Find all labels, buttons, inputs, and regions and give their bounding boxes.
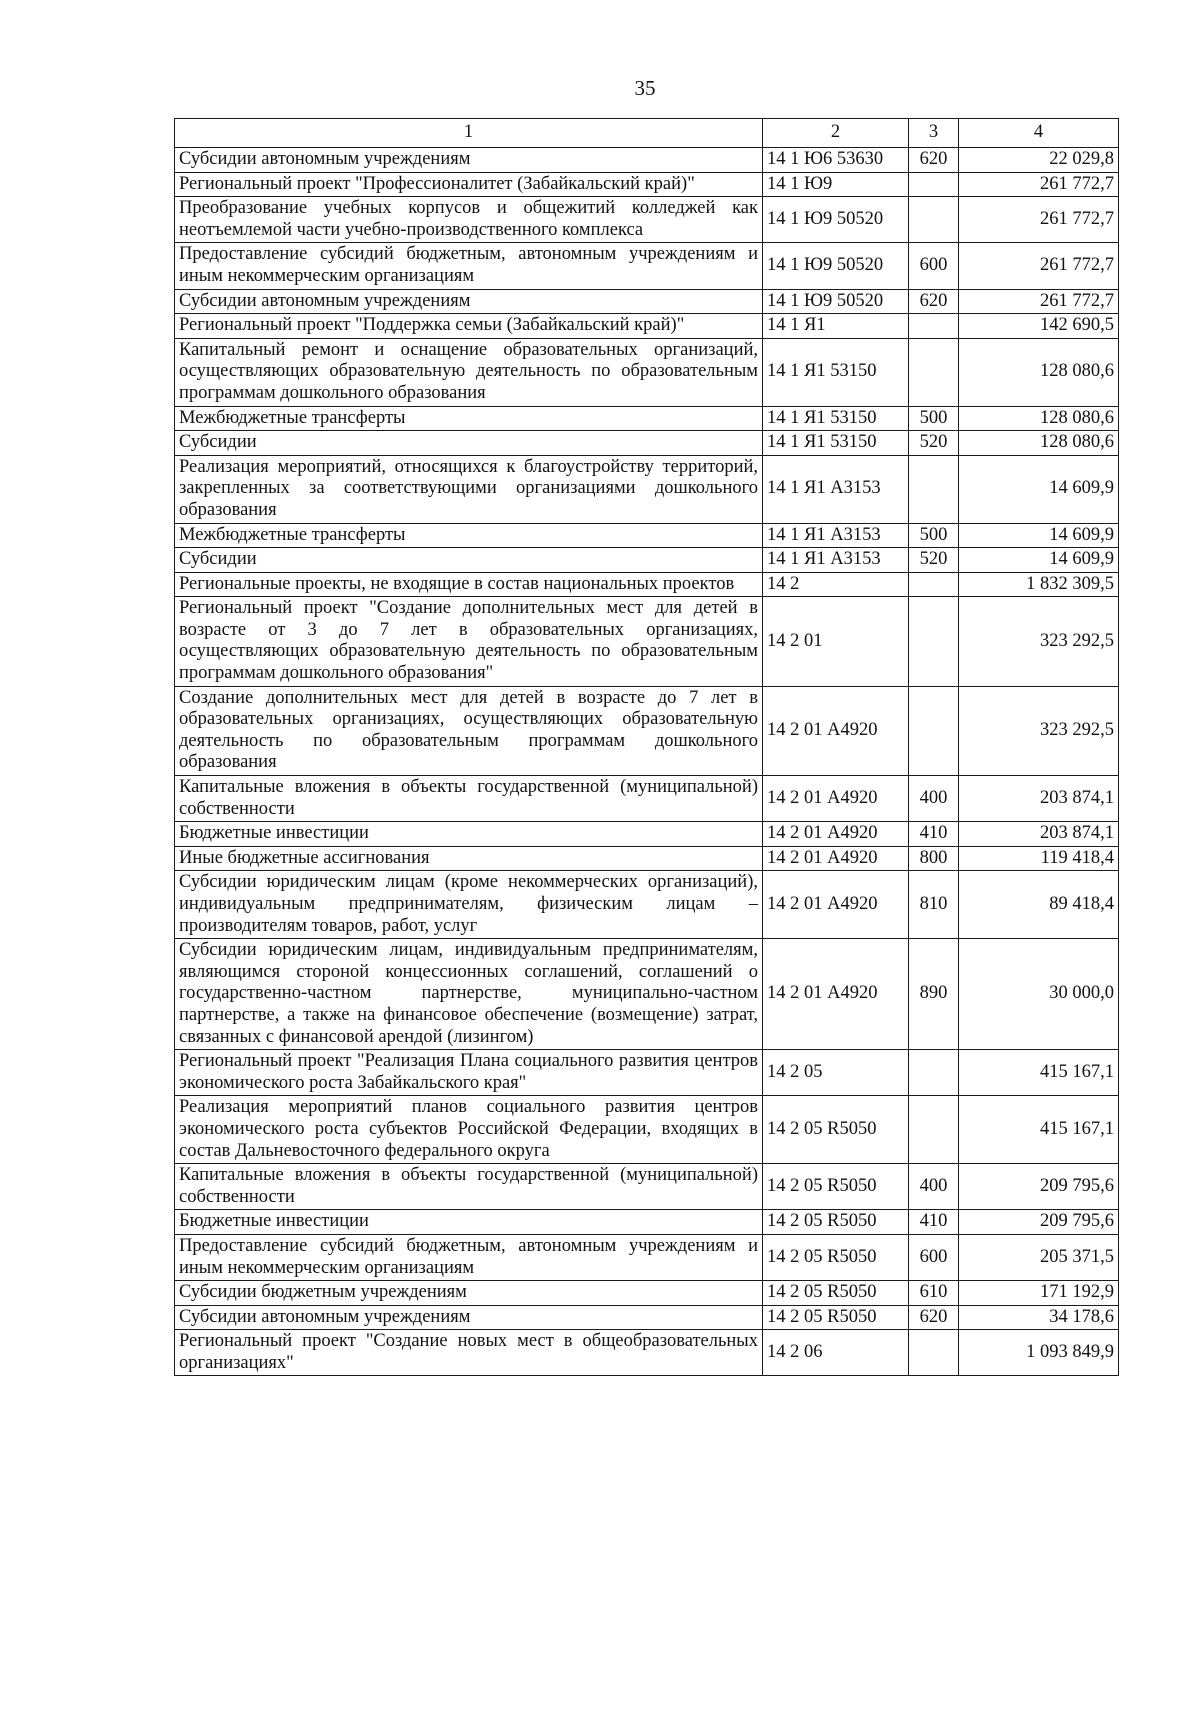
row-name-cell: Региональные проекты, не входящие в состав национальных проектов: [175, 572, 763, 597]
row-type-cell: [909, 172, 959, 197]
row-amount-cell: 415 167,1: [959, 1050, 1119, 1096]
table-row: [175, 871, 1119, 939]
row-amount-cell: 209 795,6: [959, 1210, 1119, 1235]
row-code-cell: 14 2 05 R5050: [763, 1281, 909, 1306]
table-row: [175, 939, 1119, 1050]
row-code-cell: 14 2 01 А4920: [763, 871, 909, 939]
row-name-cell: Региональный проект "Реализация Плана социального развития центров экономического роста Забайкальского края": [175, 1050, 763, 1096]
row-type-cell: 810: [909, 871, 959, 939]
row-code-cell: 14 1 Ю6 53630: [763, 148, 909, 173]
row-name-cell: Преобразование учебных корпусов и общежитий колледжей как неотъемлемой части учебно-производственного комплекса: [175, 197, 763, 243]
table-body: [175, 148, 1119, 1376]
row-code-cell: 14 2 01 А4920: [763, 822, 909, 847]
row-amount-cell: 89 418,4: [959, 871, 1119, 939]
row-type-cell: 800: [909, 846, 959, 871]
row-code-cell: 14 1 Ю9 50520: [763, 289, 909, 314]
row-name-cell: Капитальные вложения в объекты государственной (муниципальной) собственности: [175, 1164, 763, 1210]
row-type-cell: 620: [909, 148, 959, 173]
row-amount-cell: 119 418,4: [959, 846, 1119, 871]
row-type-cell: 620: [909, 1305, 959, 1330]
row-code-cell: 14 2 05 R5050: [763, 1096, 909, 1164]
row-name-cell: Реализация мероприятий планов социального развития центров экономического роста субъектов Российской Федерации, входящих в состав Дальневосточного федерального округа: [175, 1096, 763, 1164]
row-code-cell: 14 2 01 А4920: [763, 686, 909, 775]
row-type-cell: 600: [909, 1234, 959, 1280]
row-code-cell: 14 2 01 А4920: [763, 939, 909, 1050]
budget-table: [174, 118, 1119, 1376]
table-row: [175, 431, 1119, 456]
row-type-cell: [909, 686, 959, 775]
row-type-cell: [909, 1050, 959, 1096]
table-row: [175, 243, 1119, 289]
row-amount-cell: 14 609,9: [959, 548, 1119, 573]
row-name-cell: Субсидии: [175, 431, 763, 456]
row-name-cell: Субсидии автономным учреждениям: [175, 289, 763, 314]
header-col-1: 1: [175, 119, 763, 148]
page-number: 35: [634, 76, 656, 100]
row-name-cell: Предоставление субсидий бюджетным, автономным учреждениям и иным некоммерческим организациям: [175, 1234, 763, 1280]
table-row: [175, 686, 1119, 775]
row-type-cell: 500: [909, 523, 959, 548]
row-code-cell: 14 1 Я1 А3153: [763, 523, 909, 548]
row-amount-cell: 261 772,7: [959, 172, 1119, 197]
row-name-cell: Межбюджетные трансферты: [175, 406, 763, 431]
table-row: [175, 172, 1119, 197]
table-row: [175, 1096, 1119, 1164]
row-type-cell: 620: [909, 289, 959, 314]
row-amount-cell: 261 772,7: [959, 197, 1119, 243]
row-type-cell: [909, 314, 959, 339]
row-type-cell: [909, 455, 959, 523]
row-type-cell: [909, 1330, 959, 1376]
row-name-cell: Предоставление субсидий бюджетным, автономным учреждениям и иным некоммерческим организациям: [175, 243, 763, 289]
table-row: [175, 548, 1119, 573]
row-amount-cell: 128 080,6: [959, 406, 1119, 431]
row-code-cell: 14 2 01 А4920: [763, 776, 909, 822]
row-code-cell: 14 2 01 А4920: [763, 846, 909, 871]
row-name-cell: Капитальный ремонт и оснащение образовательных организаций, осуществляющих образовательную деятельность по образовательным программам дошкольного образования: [175, 338, 763, 406]
row-name-cell: Региональный проект "Создание дополнительных мест для детей в возрасте от 3 до 7 лет в образовательных организациях, осуществляющих образовательную деятельность по образовательным программам дошкольного образования": [175, 597, 763, 686]
row-code-cell: 14 1 Ю9 50520: [763, 197, 909, 243]
row-code-cell: 14 2 05 R5050: [763, 1234, 909, 1280]
table-row: [175, 148, 1119, 173]
row-amount-cell: 1 832 309,5: [959, 572, 1119, 597]
header-col-2: 2: [763, 119, 909, 148]
table-row: [175, 406, 1119, 431]
row-amount-cell: 203 874,1: [959, 822, 1119, 847]
table-row: [175, 572, 1119, 597]
row-type-cell: [909, 572, 959, 597]
row-code-cell: 14 2 01: [763, 597, 909, 686]
row-code-cell: 14 2 05 R5050: [763, 1164, 909, 1210]
row-amount-cell: 323 292,5: [959, 597, 1119, 686]
row-amount-cell: 261 772,7: [959, 243, 1119, 289]
row-name-cell: Иные бюджетные ассигнования: [175, 846, 763, 871]
row-code-cell: 14 1 Я1 53150: [763, 406, 909, 431]
row-amount-cell: 209 795,6: [959, 1164, 1119, 1210]
row-amount-cell: 34 178,6: [959, 1305, 1119, 1330]
row-type-cell: 500: [909, 406, 959, 431]
row-type-cell: 890: [909, 939, 959, 1050]
row-amount-cell: 171 192,9: [959, 1281, 1119, 1306]
row-amount-cell: 30 000,0: [959, 939, 1119, 1050]
row-name-cell: Капитальные вложения в объекты государственной (муниципальной) собственности: [175, 776, 763, 822]
row-amount-cell: 142 690,5: [959, 314, 1119, 339]
table-row: [175, 197, 1119, 243]
row-type-cell: 610: [909, 1281, 959, 1306]
row-name-cell: Субсидии: [175, 548, 763, 573]
row-type-cell: 520: [909, 548, 959, 573]
table-row: [175, 1281, 1119, 1306]
row-amount-cell: 22 029,8: [959, 148, 1119, 173]
table-row: [175, 846, 1119, 871]
row-name-cell: Межбюджетные трансферты: [175, 523, 763, 548]
row-amount-cell: 14 609,9: [959, 455, 1119, 523]
row-amount-cell: 323 292,5: [959, 686, 1119, 775]
row-name-cell: Субсидии автономным учреждениям: [175, 148, 763, 173]
row-amount-cell: 1 093 849,9: [959, 1330, 1119, 1376]
row-name-cell: Бюджетные инвестиции: [175, 822, 763, 847]
row-name-cell: Субсидии юридическим лицам (кроме некоммерческих организаций), индивидуальным предпринимателям, физическим лицам – производителям товаров, работ, услуг: [175, 871, 763, 939]
row-type-cell: [909, 197, 959, 243]
table-row: [175, 1330, 1119, 1376]
row-amount-cell: 205 371,5: [959, 1234, 1119, 1280]
row-code-cell: 14 1 Я1: [763, 314, 909, 339]
row-code-cell: 14 1 Я1 А3153: [763, 548, 909, 573]
table-row: [175, 314, 1119, 339]
row-type-cell: 600: [909, 243, 959, 289]
table-row: [175, 1164, 1119, 1210]
row-type-cell: 520: [909, 431, 959, 456]
header-col-4: 4: [959, 119, 1119, 148]
row-amount-cell: 261 772,7: [959, 289, 1119, 314]
row-type-cell: 410: [909, 822, 959, 847]
row-code-cell: 14 1 Ю9: [763, 172, 909, 197]
table-row: [175, 822, 1119, 847]
row-amount-cell: 128 080,6: [959, 431, 1119, 456]
row-name-cell: Региональный проект "Профессионалитет (Забайкальский край)": [175, 172, 763, 197]
row-name-cell: Субсидии автономным учреждениям: [175, 1305, 763, 1330]
table-row: [175, 1234, 1119, 1280]
row-amount-cell: 203 874,1: [959, 776, 1119, 822]
row-type-cell: 400: [909, 1164, 959, 1210]
table-row: [175, 776, 1119, 822]
table-row: [175, 1305, 1119, 1330]
row-name-cell: Субсидии бюджетным учреждениям: [175, 1281, 763, 1306]
row-type-cell: [909, 597, 959, 686]
row-type-cell: 410: [909, 1210, 959, 1235]
table-row: [175, 289, 1119, 314]
row-amount-cell: 14 609,9: [959, 523, 1119, 548]
row-amount-cell: 128 080,6: [959, 338, 1119, 406]
row-name-cell: Региональный проект "Создание новых мест в общеобразовательных организациях": [175, 1330, 763, 1376]
table-row: [175, 338, 1119, 406]
row-code-cell: 14 2 05: [763, 1050, 909, 1096]
row-name-cell: Субсидии юридическим лицам, индивидуальным предпринимателям, являющимся стороной концессионных соглашений, соглашений о государственно-частном партнерстве, муниципально-частном партнерстве, а также на финансовое обеспечение (возмещение) затрат, связанных с финансовой арендой (лизингом): [175, 939, 763, 1050]
row-name-cell: Реализация мероприятий, относящихся к благоустройству территорий, закрепленных за соответствующими организациями дошкольного образования: [175, 455, 763, 523]
row-code-cell: 14 1 Я1 53150: [763, 431, 909, 456]
header-col-3: 3: [909, 119, 959, 148]
row-type-cell: 400: [909, 776, 959, 822]
row-code-cell: 14 2: [763, 572, 909, 597]
row-type-cell: [909, 338, 959, 406]
table-row: [175, 455, 1119, 523]
row-name-cell: Создание дополнительных мест для детей в возрасте до 7 лет в образовательных организациях, осуществляющих образовательную деятельность по образовательным программам дошкольного образования: [175, 686, 763, 775]
header-row: [175, 119, 1119, 148]
row-code-cell: 14 2 05 R5050: [763, 1210, 909, 1235]
table-row: [175, 1210, 1119, 1235]
row-code-cell: 14 2 05 R5050: [763, 1305, 909, 1330]
table-row: [175, 597, 1119, 686]
row-code-cell: 14 1 Я1 А3153: [763, 455, 909, 523]
row-code-cell: 14 1 Я1 53150: [763, 338, 909, 406]
table-row: [175, 1050, 1119, 1096]
row-amount-cell: 415 167,1: [959, 1096, 1119, 1164]
row-code-cell: 14 1 Ю9 50520: [763, 243, 909, 289]
row-type-cell: [909, 1096, 959, 1164]
table-row: [175, 523, 1119, 548]
table-header: [175, 119, 1119, 148]
row-name-cell: Региональный проект "Поддержка семьи (Забайкальский край)": [175, 314, 763, 339]
row-name-cell: Бюджетные инвестиции: [175, 1210, 763, 1235]
row-code-cell: 14 2 06: [763, 1330, 909, 1376]
